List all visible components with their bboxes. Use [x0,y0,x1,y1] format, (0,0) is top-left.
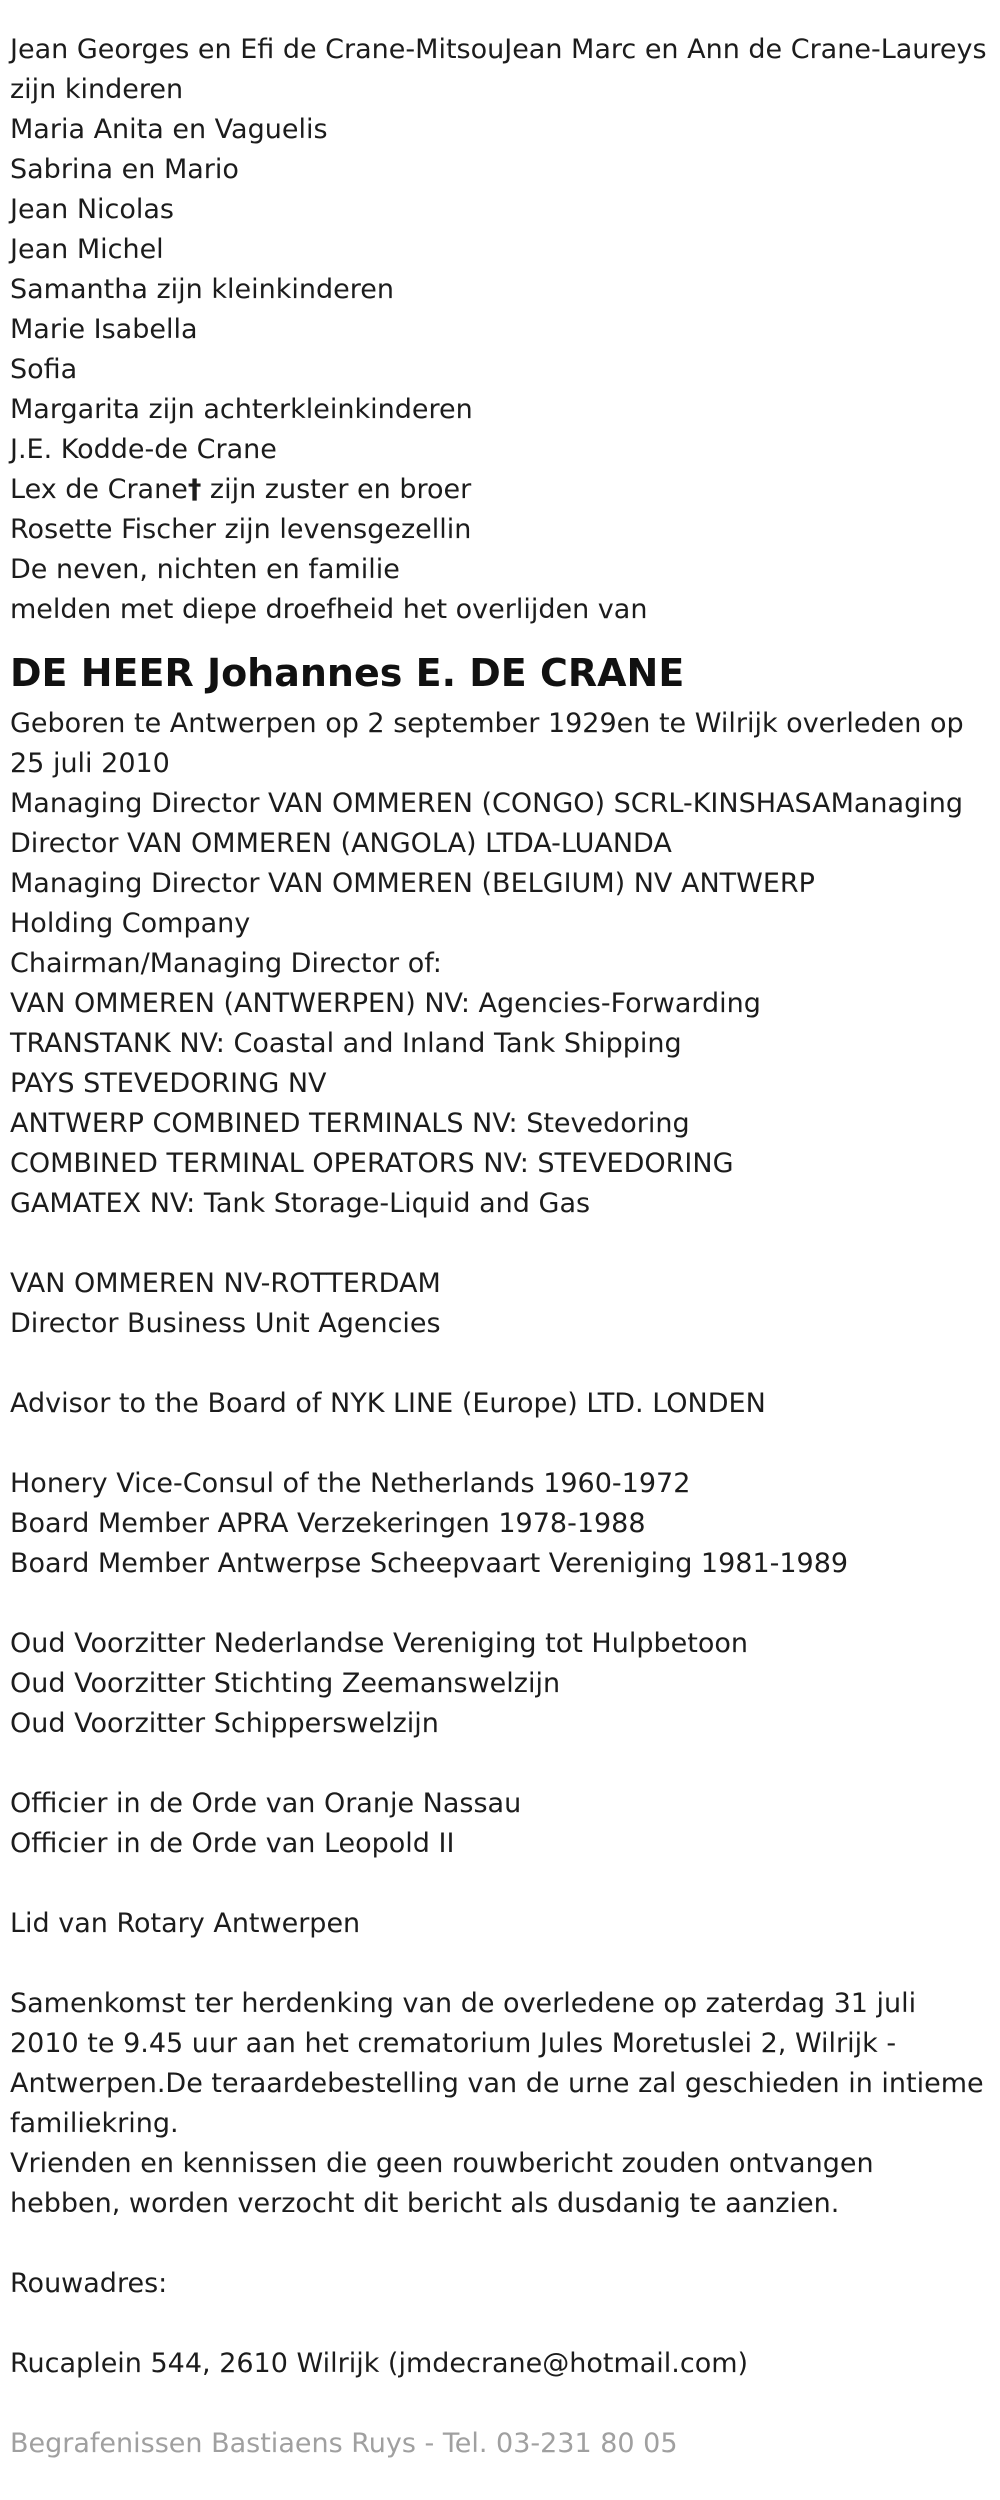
family-line: De neven, nichten en familie [10,554,400,585]
career-line: GAMATEX NV: Tank Storage-Liquid and Gas [10,1188,591,1219]
sibling-text: zijn zuster en broer [201,474,472,505]
funeral-home-footer: Begrafenissen Bastiaens Ruys - Tel. 03-231 80 05 [10,2428,678,2459]
career-line: ANTWERP COMBINED TERMINALS NV: Stevedoring [10,1108,690,1139]
career-line: VAN OMMEREN (ANTWERPEN) NV: Agencies-Forwarding [10,988,761,1019]
family-line: Samantha zijn kleinkinderen [10,274,394,305]
chair-line: Oud Voorzitter Stichting Zeemanswelzijn [10,1668,561,1699]
rotterdam-line: Director Business Unit Agencies [10,1308,441,1339]
deceased-name: DE HEER Johannes E. DE CRANE [10,651,685,695]
rotterdam-line: VAN OMMEREN NV-ROTTERDAM [10,1268,441,1299]
board-line: Honery Vice-Consul of the Netherlands 1960-1972 [10,1468,691,1499]
career-line: TRANSTANK NV: Coastal and Inland Tank Shipping [10,1028,682,1059]
order-line: Officier in de Orde van Oranje Nassau [10,1788,522,1819]
address-text: Rucaplein 544, 2610 Wilrijk (jmdecrane@hotmail.com) [10,2348,749,2379]
cross-icon: † [187,474,202,505]
career-line: Managing Director VAN OMMEREN (CONGO) SCRL-KINSHASAManaging Director VAN OMMEREN (ANGOLA) LTDA-LUANDA [10,788,972,859]
family-line: Sabrina en Mario [10,154,239,185]
board-line: Board Member Antwerpse Scheepvaart Vereniging 1981-1989 [10,1548,849,1579]
family-line: Marie Isabella [10,314,198,345]
career-section [10,784,990,1224]
chair-line: Oud Voorzitter Nederlandse Vereniging tot Hulpbetoon [10,1628,748,1659]
spacer [10,1424,990,1464]
rotary-line: Lid van Rotary Antwerpen [10,1908,361,1939]
ceremony-text: Samenkomst ter herdenking van de overledene op zaterdag 31 juli 2010 te 9.45 uur aan het crematorium Jules Moretuslei 2, Wilrijk -Antwerpen.De teraardebestelling van de urne zal geschieden in intieme familiekring. [10,1988,993,2139]
board-section [10,1464,990,1584]
family-line: Sofia [10,354,78,385]
career-line: Chairman/Managing Director of: [10,948,442,979]
chair-line: Oud Voorzitter Schipperswelzijn [10,1708,439,1739]
order-line: Officier in de Orde van Leopold II [10,1828,455,1859]
family-line: Margarita zijn achterkleinkinderen [10,394,473,425]
career-line: Managing Director VAN OMMEREN (BELGIUM) NV ANTWERP [10,868,815,899]
family-line: Jean Georges en Efi de Crane-MitsouJean Marc en Ann de Crane-Laureys [10,34,987,65]
sibling-line [10,470,990,510]
family-section [10,30,990,630]
address-label: Rouwadres: [10,2268,168,2299]
orders-section [10,1784,990,1864]
spacer [10,1344,990,1384]
birth-death-text: Geboren te Antwerpen op 2 september 1929en te Wilrijk overleden op 25 juli 2010 [10,708,973,779]
obituary-page [10,30,993,2491]
family-line: Jean Nicolas [10,194,174,225]
advisor-line: Advisor to the Board of NYK LINE (Europe) LTD. LONDEN [10,1388,766,1419]
spacer [10,2224,990,2264]
spacer [10,1744,990,1784]
family-line: J.E. Kodde-de Crane [10,434,277,465]
spacer [10,1584,990,1624]
career-line: Holding Company [10,908,251,939]
family-line: Rosette Fischer zijn levensgezellin [10,514,472,545]
chairs-section [10,1624,990,1744]
family-line: melden met diepe droefheid het overlijden van [10,594,648,625]
family-line: Maria Anita en Vaguelis [10,114,328,145]
notice-text: Vrienden en kennissen die geen rouwbericht zouden ontvangen hebben, worden verzocht dit bericht als dusdanig te aanzien. [10,2148,883,2219]
spacer [10,1944,990,1984]
family-line: zijn kinderen [10,74,184,105]
spacer [10,1224,990,1264]
career-line: COMBINED TERMINAL OPERATORS NV: STEVEDORING [10,1148,734,1179]
board-line: Board Member APRA Verzekeringen 1978-1988 [10,1508,646,1539]
spacer [10,1864,990,1904]
sibling-name: Lex de Crane [10,474,188,505]
spacer [10,2304,990,2344]
rotterdam-section [10,1264,990,1344]
career-line: PAYS STEVEDORING NV [10,1068,327,1099]
family-line: Jean Michel [10,234,164,265]
